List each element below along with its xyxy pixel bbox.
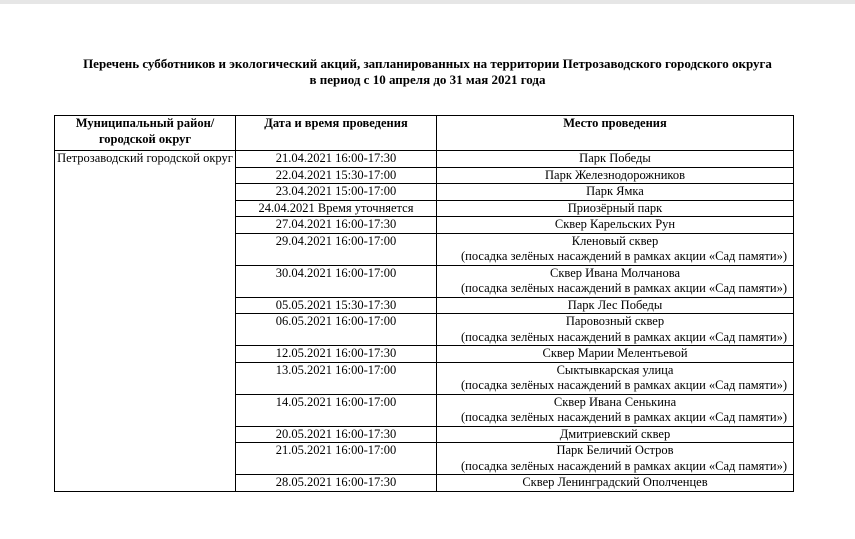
- place-cell: [437, 200, 794, 217]
- document-title: [0, 56, 855, 88]
- place-cell: [437, 426, 794, 443]
- place-cell: [437, 475, 794, 492]
- place-name: Паровозный сквер: [565, 314, 665, 328]
- datetime-cell: 05.05.2021 15:30-17:30: [236, 297, 437, 314]
- place-cell: [437, 394, 794, 426]
- place-note: (посадка зелёных насаждений в рамках акции «Сад памяти»): [461, 410, 787, 424]
- title-line-1: Перечень субботников и экологический акций, запланированных на территории Петрозаводского городского округа: [83, 56, 772, 71]
- datetime-cell: 14.05.2021 16:00-17:00: [236, 394, 437, 426]
- place-name: Приозёрный парк: [567, 200, 663, 215]
- place-cell: [437, 233, 794, 265]
- place-name: Дмитриевский сквер: [559, 426, 671, 441]
- place-name: Сыктывкарская улица: [556, 362, 674, 377]
- events-table: [54, 115, 794, 492]
- place-name: Парк Лес Победы: [567, 297, 663, 312]
- header-district: Муниципальный район/городской округ: [55, 116, 236, 151]
- place-name: Парк Победы: [579, 151, 651, 165]
- datetime-cell: 23.04.2021 15:00-17:00: [236, 184, 437, 201]
- place-cell: [437, 184, 794, 201]
- place-name: Парк Ямка: [586, 184, 644, 198]
- place-note: (посадка зелёных насаждений в рамках акции «Сад памяти»): [461, 249, 787, 263]
- datetime-cell: 30.04.2021 16:00-17:00: [236, 265, 437, 297]
- datetime-cell: 06.05.2021 16:00-17:00: [236, 314, 437, 346]
- place-name: Парк Железнодорожников: [545, 167, 685, 182]
- place-name: Сквер Марии Мелентьевой: [542, 346, 688, 360]
- header-place: Место проведения: [437, 116, 794, 151]
- datetime-cell: 13.05.2021 16:00-17:00: [236, 362, 437, 394]
- place-note: (посадка зелёных насаждений в рамках акции «Сад памяти»): [461, 329, 787, 344]
- table-header-row: [55, 116, 794, 151]
- place-cell: [437, 314, 794, 346]
- place-note: (посадка зелёных насаждений в рамках акции «Сад памяти»): [461, 458, 787, 473]
- datetime-cell: 12.05.2021 16:00-17:30: [236, 346, 437, 363]
- place-note: (посадка зелёных насаждений в рамках акции «Сад памяти»): [461, 378, 787, 392]
- place-cell: [437, 217, 794, 234]
- place-cell: [437, 167, 794, 184]
- place-cell: [437, 443, 794, 475]
- datetime-cell: 29.04.2021 16:00-17:00: [236, 233, 437, 265]
- title-line-2: в период с 10 апреля до 31 мая 2021 года: [309, 72, 546, 87]
- datetime-cell: 21.04.2021 16:00-17:30: [236, 151, 437, 168]
- datetime-cell: 20.05.2021 16:00-17:30: [236, 426, 437, 443]
- place-name: Сквер Карельских Рун: [554, 217, 676, 231]
- datetime-cell: 28.05.2021 16:00-17:30: [236, 475, 437, 492]
- place-name: Сквер Ивана Сенькина: [553, 394, 677, 409]
- place-cell: [437, 151, 794, 168]
- place-name: Сквер Ивана Молчанова: [549, 265, 681, 280]
- place-note: (посадка зелёных насаждений в рамках акции «Сад памяти»): [461, 281, 787, 295]
- place-cell: [437, 265, 794, 297]
- datetime-cell: 22.04.2021 15:30-17:00: [236, 167, 437, 184]
- place-cell: [437, 362, 794, 394]
- table-row: [55, 151, 794, 168]
- place-cell: [437, 297, 794, 314]
- datetime-cell: 24.04.2021 Время уточняется: [236, 200, 437, 217]
- window-top-border: [0, 0, 855, 4]
- header-datetime: Дата и время проведения: [236, 116, 437, 151]
- place-name: Парк Беличий Остров: [556, 443, 674, 457]
- place-cell: [437, 346, 794, 363]
- datetime-cell: 27.04.2021 16:00-17:30: [236, 217, 437, 234]
- datetime-cell: 21.05.2021 16:00-17:00: [236, 443, 437, 475]
- place-name: Кленовый сквер: [571, 233, 659, 248]
- district-cell: Петрозаводский городской округ: [55, 151, 236, 492]
- place-name: Сквер Ленинградский Ополченцев: [522, 475, 708, 489]
